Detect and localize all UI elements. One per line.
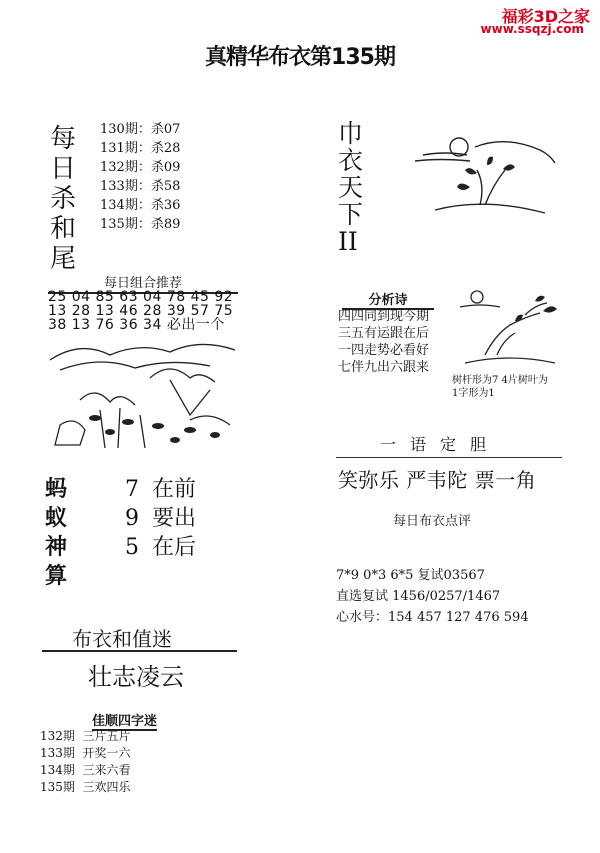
poem-caption-line: 1字形为1	[452, 388, 495, 399]
four-char-list	[40, 728, 131, 796]
four-char-text: 开奖一六	[82, 746, 131, 760]
ant-god-title	[45, 475, 75, 591]
review-line: 7*9 0*3 6*5 复试03567	[336, 568, 485, 583]
daily-kill-row: 132期：杀09	[100, 160, 181, 175]
ant-god-title-char: 神	[45, 535, 68, 560]
daily-kill-row: 135期：杀89	[100, 217, 181, 232]
daily-kill-list	[100, 120, 180, 234]
daily-combo-line: 25 04 85 63 04 78 45 92	[48, 289, 234, 305]
daily-kill-row: 134期：杀36	[100, 198, 181, 213]
poem-line: 三五有运跟在后	[338, 326, 430, 341]
daily-combo-line: 13 28 13 46 28 39 57 75	[48, 303, 234, 319]
daily-kill-row: 133期：杀58	[100, 179, 181, 194]
four-char-text: 三片五片	[82, 729, 131, 743]
landscape-illustration	[40, 330, 240, 450]
review-line: 心水号：154 457 127 476 594	[336, 610, 529, 625]
four-char-text: 三欢四乐	[82, 780, 131, 794]
ant-god-title-char: 蚁	[45, 506, 68, 531]
tree-illustration	[455, 285, 565, 370]
four-char-heading: 佳顺四字迷	[92, 710, 157, 731]
poem-heading: 分析诗	[342, 289, 434, 310]
four-char-period: 133期	[40, 746, 75, 760]
riddle-heading: 布衣和值迷	[72, 627, 172, 651]
plant-illustration	[415, 125, 565, 220]
poem-line: 一四走势必看好	[338, 343, 430, 358]
tianxia-title-char: 衣	[338, 146, 364, 175]
ant-god-num: 5	[125, 535, 139, 560]
daily-kill-title-char: 每	[50, 124, 77, 154]
page-title: 真精华布衣第135期	[205, 45, 395, 70]
four-char-period: 132期	[40, 729, 75, 743]
daily-kill-title-char: 和	[50, 214, 77, 244]
four-char-period: 134期	[40, 763, 75, 777]
daily-combo-numbers	[48, 290, 233, 332]
daily-combo-heading: 每日组合推荐	[48, 272, 238, 294]
ant-god-text: 在后	[152, 535, 197, 560]
tianxia-title-char: II	[338, 227, 358, 256]
four-char-row	[40, 745, 131, 762]
daily-kill-row: 131期：杀28	[100, 141, 181, 156]
riddle-divider	[42, 650, 237, 652]
daily-kill-title-char: 杀	[50, 184, 77, 214]
poem-lines	[338, 308, 429, 376]
review-line: 直选复试 1456/0257/1467	[336, 589, 501, 604]
ant-god-num: 7	[125, 477, 139, 502]
daily-kill-title-char: 日	[50, 154, 77, 184]
daily-kill-title	[50, 124, 80, 274]
four-char-period: 135期	[40, 780, 75, 794]
ant-god-text: 要出	[152, 506, 197, 531]
riddle-answer: 壮志凌云	[88, 663, 184, 691]
four-char-row	[40, 779, 131, 796]
ant-god-num: 9	[125, 506, 139, 531]
watermark-url: www.ssqzj.com	[480, 22, 584, 36]
poem-line: 七伴九出六跟来	[338, 360, 430, 375]
ant-god-text: 在前	[152, 477, 197, 502]
yiyu-text: 笑弥乐 严韦陀 票一角	[338, 468, 537, 492]
poem-caption	[452, 374, 548, 400]
poem-line: 四四同到现今期	[338, 309, 430, 324]
tianxia-title-char: 巾	[338, 119, 364, 148]
four-char-row	[40, 728, 131, 745]
poem-caption-line: 树杆形为7 4片树叶为	[452, 375, 548, 386]
watermark-brand: 福彩3D之家	[501, 7, 590, 26]
ant-god-title-char: 算	[45, 564, 68, 589]
tianxia-title-char: 天	[338, 173, 364, 202]
four-char-text: 三来六看	[82, 763, 131, 777]
daily-kill-title-char: 尾	[50, 244, 77, 274]
ant-god-title-char: 蚂	[45, 477, 68, 502]
yiyu-heading: 一语定胆	[380, 435, 501, 454]
tianxia-title	[338, 120, 368, 255]
review-lines	[336, 565, 529, 628]
daily-combo-line: 38 13 76 36 34 必出一个	[48, 317, 225, 333]
yiyu-divider	[336, 457, 562, 458]
daily-kill-row: 130期：杀07	[100, 122, 181, 137]
tianxia-title-char: 下	[338, 200, 364, 229]
four-char-row	[40, 762, 131, 779]
review-heading: 每日布衣点评	[393, 514, 472, 529]
